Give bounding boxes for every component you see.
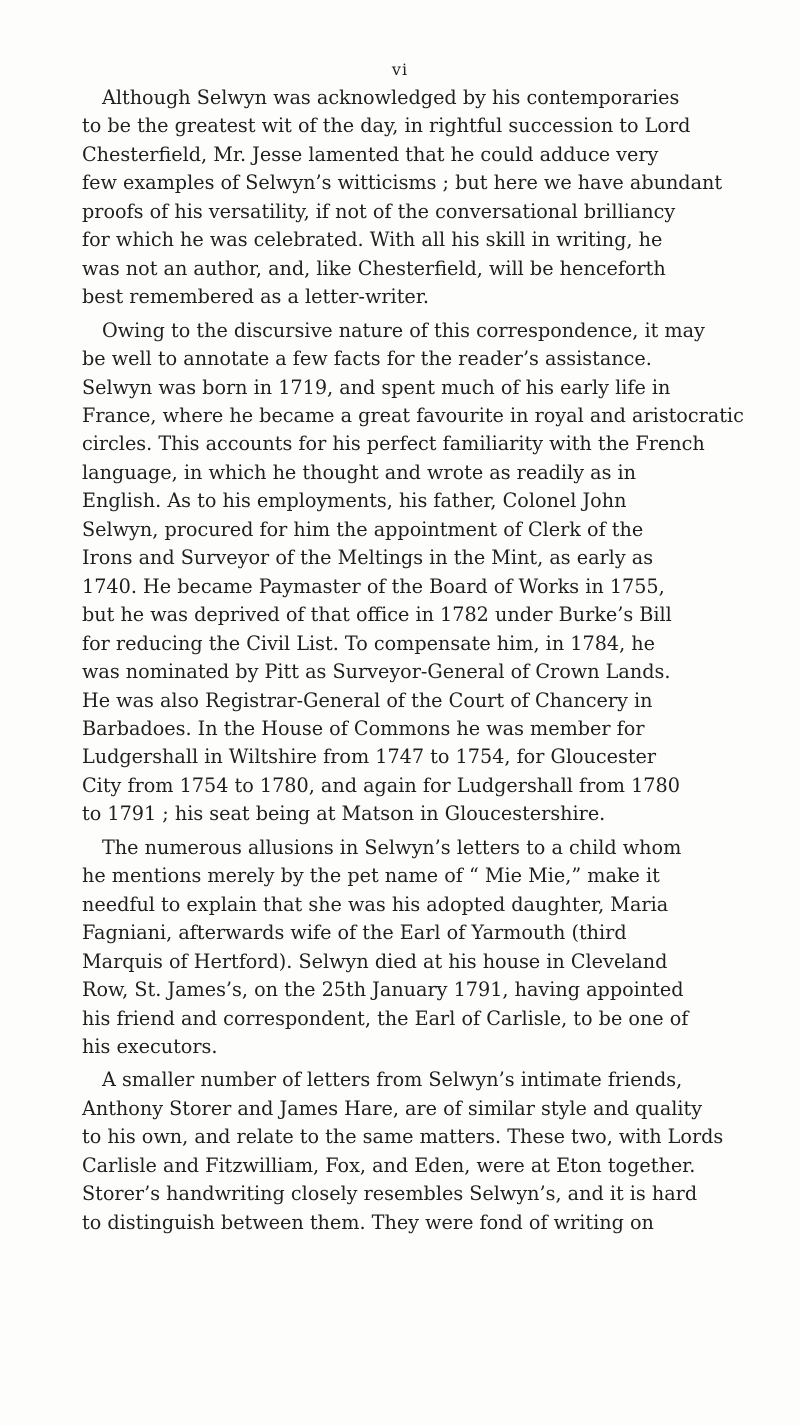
text-line: to be the greatest wit of the day, in rightful succession to Lord [82, 114, 691, 138]
paragraph [82, 317, 744, 829]
text-line: English. As to his employments, his father, Colonel John [82, 489, 627, 513]
text-line: Fagniani, afterwards wife of the Earl of Yarmouth (third [82, 921, 627, 945]
text-line: A smaller number of letters from Selwyn’s intimate friends, [102, 1068, 683, 1092]
text-line: to 1791 ; his seat being at Matson in Gloucestershire. [82, 802, 606, 826]
paragraph [82, 84, 723, 312]
text-line: for which he was celebrated. With all his skill in writing, he [82, 228, 663, 252]
text-line: circles. This accounts for his perfect familiarity with the French [82, 432, 705, 456]
text-line: He was also Registrar-General of the Court of Chancery in [82, 688, 653, 712]
text-line: but he was deprived of that office in 1782 under Burke’s Bill [82, 603, 672, 627]
text-line: his executors. [82, 1034, 218, 1058]
text-line: Barbadoes. In the House of Commons he was member for [82, 716, 645, 740]
text-line: Ludgershall in Wiltshire from 1747 to 1754, for Gloucester [82, 745, 657, 769]
text-line: to his own, and relate to the same matters. These two, with Lords [82, 1125, 724, 1149]
text-line: few examples of Selwyn’s witticisms ; but here we have abundant [82, 171, 723, 195]
paragraph [82, 834, 714, 1062]
text-line: needful to explain that she was his adopted daughter, Maria [82, 892, 669, 916]
text-line: his friend and correspondent, the Earl of Carlisle, to be one of [82, 1006, 689, 1030]
text-line: best remembered as a letter-writer. [82, 285, 429, 309]
text-line: City from 1754 to 1780, and again for Ludgershall from 1780 [82, 773, 680, 797]
text-line: Anthony Storer and James Hare, are of similar style and quality [82, 1096, 703, 1120]
text-line: language, in which he thought and wrote as readily as in [82, 460, 637, 484]
text-line: proofs of his versatility, if not of the conversational brilliancy [82, 199, 676, 223]
text-line: 1740. He became Paymaster of the Board of Works in 1755, [82, 574, 665, 598]
paragraph [82, 1066, 724, 1237]
text-line: was not an author, and, like Chesterfield, will be henceforth [82, 256, 666, 280]
text-line: Selwyn, procured for him the appointment of Clerk of the [82, 517, 644, 541]
page-number: vi [391, 60, 409, 79]
text-line: was nominated by Pitt as Surveyor-General of Crown Lands. [82, 660, 671, 684]
text-line: The numerous allusions in Selwyn’s letters to a child whom [102, 835, 682, 859]
body-text [82, 84, 744, 1237]
text-line: Selwyn was born in 1719, and spent much of his early life in [82, 375, 671, 399]
text-line: Irons and Surveyor of the Meltings in the Mint, as early as [82, 546, 654, 570]
text-line: he mentions merely by the pet name of “ Mie Mie,” make it [82, 864, 660, 888]
text-line: Carlisle and Fitzwilliam, Fox, and Eden, were at Eton together. [82, 1153, 696, 1177]
text-line: France, where he became a great favourite in royal and aristocratic [82, 403, 744, 427]
text-line: be well to annotate a few facts for the reader’s assistance. [82, 347, 652, 371]
text-line: for reducing the Civil List. To compensate him, in 1784, he [82, 631, 656, 655]
text-line: Chesterfield, Mr. Jesse lamented that he could adduce very [82, 142, 659, 166]
text-line: Owing to the discursive nature of this correspondence, it may [102, 318, 705, 342]
text-line: Storer’s handwriting closely resembles Selwyn’s, and it is hard [82, 1182, 698, 1206]
text-line: Row, St. James’s, on the 25th January 1791, having appointed [82, 978, 684, 1002]
text-line: Marquis of Hertford). Selwyn died at his house in Cleveland [82, 949, 668, 973]
text-line: Although Selwyn was acknowledged by his contemporaries [102, 86, 680, 109]
text-line: to distinguish between them. They were fond of writing on [82, 1210, 654, 1234]
